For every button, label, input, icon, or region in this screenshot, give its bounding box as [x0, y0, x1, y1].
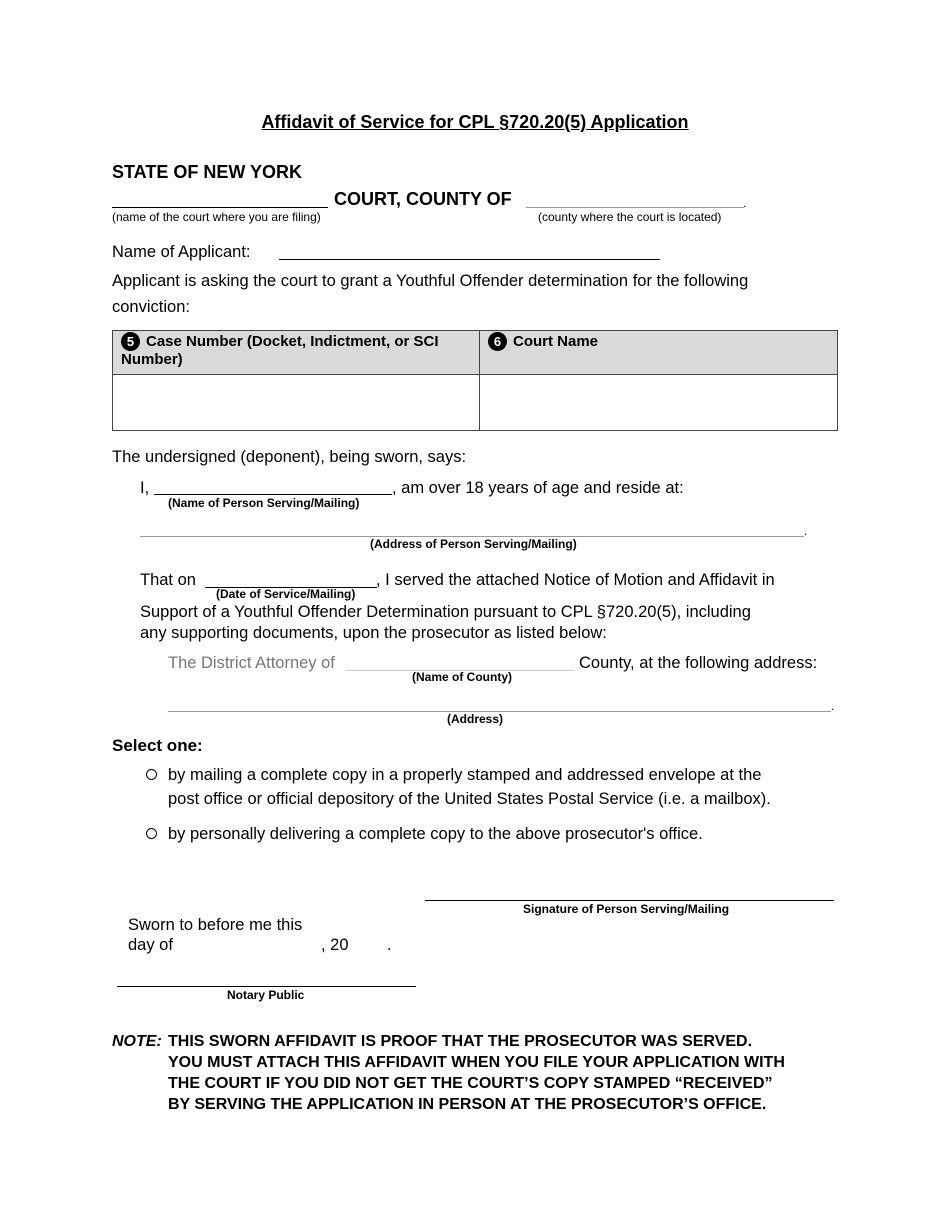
- document-title: Affidavit of Service for CPL §720.20(5) Application: [261, 112, 689, 132]
- mail-option-line1: by mailing a complete copy in a properly stamped and addressed envelope at the: [168, 766, 762, 784]
- da-county-caption: (Name of County): [412, 670, 512, 684]
- select-heading: Select one:: [112, 736, 203, 755]
- deponent-i-suffix: , am over 18 years of age and reside at:: [392, 479, 684, 497]
- deliver-option-radio[interactable]: [146, 828, 157, 839]
- note-line2: YOU MUST ATTACH THIS AFFIDAVIT WHEN YOU FILE YOUR APPLICATION WITH: [168, 1054, 785, 1071]
- note-label: NOTE:: [112, 1033, 162, 1050]
- number-6-icon: 6: [488, 332, 507, 351]
- note-line4: BY SERVING THE APPLICATION IN PERSON AT THE PROSECUTOR’S OFFICE.: [168, 1096, 767, 1113]
- case-table: [112, 330, 838, 431]
- sworn-day-of: day of: [128, 936, 173, 954]
- service-date-caption: (Date of Service/Mailing): [216, 587, 356, 601]
- applicant-name-field[interactable]: [279, 259, 660, 260]
- da-address-caption: (Address): [447, 712, 504, 726]
- service-served-text: , I served the attached Notice of Motion and Affidavit in: [376, 571, 775, 589]
- deponent-name-caption: (Name of Person Serving/Mailing): [168, 496, 360, 510]
- sworn-period: .: [387, 936, 392, 954]
- court-caption: (name of the court where you are filing): [112, 210, 321, 224]
- county-period: .: [743, 196, 747, 210]
- deponent-i-prefix: I,: [140, 479, 150, 497]
- deponent-intro: The undersigned (deponent), being sworn, says:: [112, 448, 467, 466]
- sworn-year: , 20: [321, 936, 349, 954]
- county-field[interactable]: [526, 207, 744, 208]
- notary-caption: Notary Public: [227, 988, 305, 1002]
- note-line3: THE COURT IF YOU DID NOT GET THE COURT’S COPY STAMPED “RECEIVED”: [168, 1075, 773, 1092]
- da-address-period: .: [831, 699, 835, 713]
- mail-option-line2: post office or official depository of the United States Postal Service (i.e. a mailbox).: [168, 790, 771, 808]
- case-number-header: [113, 331, 480, 375]
- case-number-header-label: Case Number (Docket, Indictment, or SCI Number): [121, 333, 439, 368]
- county-caption: (county where the court is located): [538, 210, 722, 224]
- sworn-line1: Sworn to before me this: [128, 916, 303, 934]
- signature-caption: Signature of Person Serving/Mailing: [523, 902, 730, 916]
- court-name-field[interactable]: [112, 207, 328, 208]
- court-county-label: COURT, COUNTY OF: [334, 189, 512, 209]
- case-number-cell[interactable]: [113, 375, 480, 431]
- court-name-header-label: Court Name: [513, 333, 599, 350]
- service-that-on: That on: [140, 571, 196, 589]
- deliver-option-line1: by personally delivering a complete copy to the above prosecutor's office.: [168, 825, 703, 843]
- notary-signature-field[interactable]: [117, 986, 416, 987]
- court-name-header: [480, 331, 838, 375]
- deponent-name-field[interactable]: [154, 494, 392, 495]
- deponent-address-period: .: [804, 524, 808, 538]
- signature-field[interactable]: [425, 900, 834, 901]
- service-line3: any supporting documents, upon the prosecutor as listed below:: [140, 624, 607, 642]
- da-prefix: The District Attorney of: [168, 654, 335, 672]
- applicant-label: Name of Applicant:: [112, 243, 251, 261]
- number-5-icon: 5: [121, 332, 140, 351]
- mail-option-radio[interactable]: [146, 769, 157, 780]
- state-heading: STATE OF NEW YORK: [112, 162, 303, 182]
- note-line1: THIS SWORN AFFIDAVIT IS PROOF THAT THE PROSECUTOR WAS SERVED.: [168, 1033, 753, 1050]
- da-suffix: County, at the following address:: [579, 654, 818, 672]
- service-line2: Support of a Youthful Offender Determination pursuant to CPL §720.20(5), including: [140, 603, 751, 621]
- applicant-description: Applicant is asking the court to grant a Youthful Offender determination for the following conviction:: [112, 272, 749, 316]
- deponent-address-caption: (Address of Person Serving/Mailing): [370, 537, 577, 551]
- court-name-cell[interactable]: [480, 375, 838, 431]
